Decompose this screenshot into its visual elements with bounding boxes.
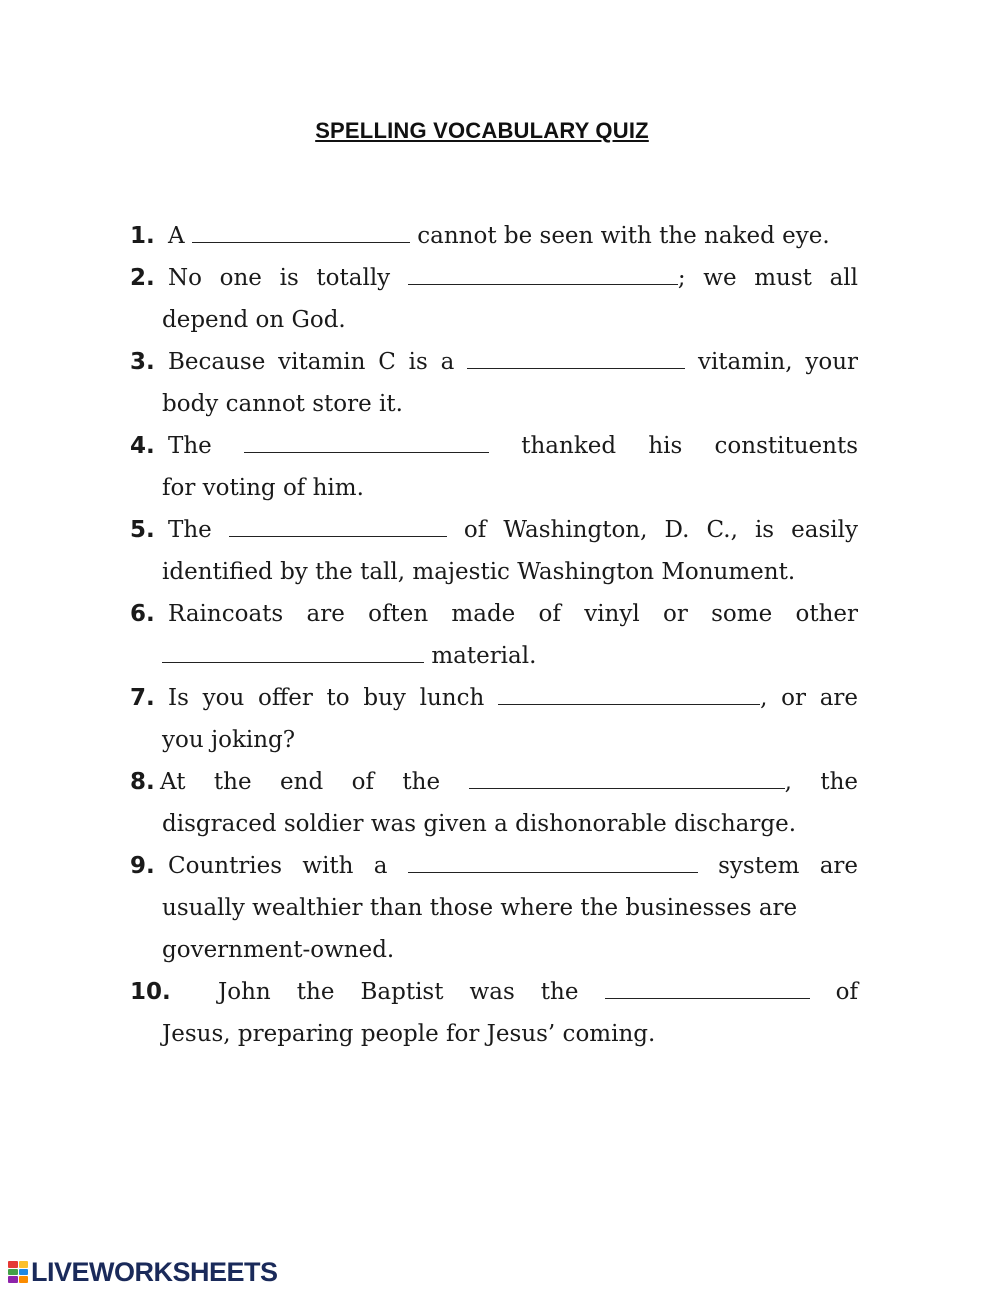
question-text: of Washington, D. C., is easily — [463, 517, 859, 543]
answer-blank[interactable] — [605, 976, 810, 999]
question-number: 8. — [130, 769, 155, 795]
answer-blank[interactable] — [192, 220, 410, 243]
quiz-question-3 — [130, 341, 858, 425]
page-title: SPELLING VOCABULARY QUIZ — [315, 118, 649, 143]
question-number: 3. — [130, 349, 155, 375]
question-text: Jesus, preparing people for Jesus’ coming. — [162, 1021, 656, 1047]
answer-blank[interactable] — [244, 430, 489, 453]
logo-text: LIVEWORKSHEETS — [31, 1256, 278, 1287]
quiz-question-5 — [130, 509, 858, 593]
question-number: 1. — [130, 223, 155, 249]
question-text: material. — [431, 643, 537, 669]
logo-mark-icon — [8, 1261, 28, 1283]
quiz-question-8 — [130, 761, 858, 845]
question-number: 4. — [130, 433, 155, 459]
question-text: The — [168, 433, 212, 459]
question-text: At the end of the — [160, 769, 441, 795]
question-text: Countries with a — [168, 853, 388, 879]
question-text: , the — [784, 769, 858, 795]
logo-block — [19, 1276, 29, 1283]
question-text: , or are — [760, 685, 859, 711]
question-number: 10. — [130, 979, 171, 1005]
logo-block — [8, 1269, 18, 1276]
question-number: 7. — [130, 685, 155, 711]
question-text: A — [168, 223, 185, 249]
question-text: ; we must all — [677, 265, 858, 291]
question-text: usually wealthier than those where the businesses are — [162, 895, 798, 921]
question-number: 2. — [130, 265, 155, 291]
answer-blank[interactable] — [408, 262, 678, 285]
question-text: identified by the tall, majestic Washington Monument. — [162, 559, 796, 585]
question-number: 5. — [130, 517, 155, 543]
quiz-list — [130, 215, 858, 1055]
quiz-question-7 — [130, 677, 858, 761]
question-text: Because vitamin C is a — [168, 349, 455, 375]
logo-block — [19, 1269, 29, 1276]
liveworksheets-logo[interactable] — [8, 1257, 278, 1287]
question-number: 9. — [130, 853, 155, 879]
quiz-question-9 — [130, 845, 858, 971]
question-text: government-owned. — [162, 937, 395, 963]
quiz-question-10 — [130, 971, 858, 1055]
question-text: depend on God. — [162, 307, 346, 333]
question-text: No one is totally — [168, 265, 391, 291]
answer-blank[interactable] — [469, 766, 785, 789]
answer-blank[interactable] — [498, 682, 760, 705]
answer-blank[interactable] — [229, 514, 447, 537]
question-text: of — [835, 979, 859, 1005]
question-text: body cannot store it. — [162, 391, 403, 417]
question-number: 6. — [130, 601, 155, 627]
question-text: disgraced soldier was given a dishonorable discharge. — [162, 811, 797, 837]
question-text: John the Baptist was the — [218, 979, 579, 1005]
question-text: Raincoats are often made of vinyl or some other — [168, 601, 858, 627]
question-text: cannot be seen with the naked eye. — [417, 223, 830, 249]
quiz-question-2 — [130, 257, 858, 341]
question-text: you joking? — [162, 727, 296, 753]
question-text: Is you offer to buy lunch — [168, 685, 485, 711]
logo-block — [19, 1261, 29, 1268]
answer-blank[interactable] — [467, 346, 685, 369]
logo-block — [8, 1261, 18, 1268]
quiz-question-1 — [130, 215, 858, 257]
question-text: thanked his constituents — [521, 433, 858, 459]
quiz-question-6 — [130, 593, 858, 677]
question-text: for voting of him. — [162, 475, 364, 501]
quiz-question-4 — [130, 425, 858, 509]
answer-blank[interactable] — [162, 640, 424, 663]
logo-block — [8, 1276, 18, 1283]
question-text: vitamin, your — [697, 349, 859, 375]
question-text: system are — [718, 853, 859, 879]
answer-blank[interactable] — [408, 850, 698, 873]
question-text: The — [168, 517, 212, 543]
